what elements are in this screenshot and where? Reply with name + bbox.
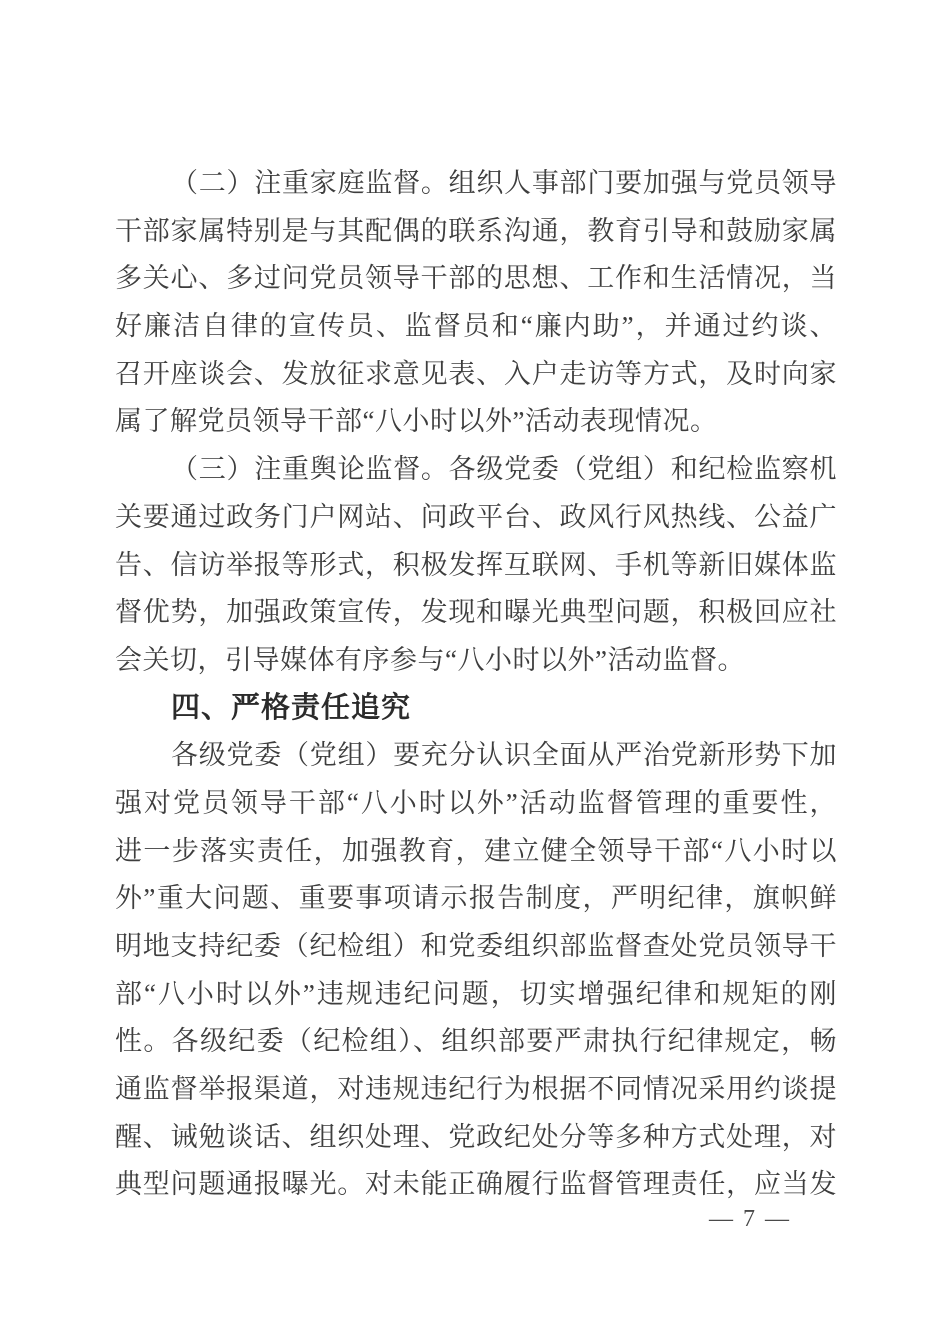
paragraph bbox=[115, 160, 837, 446]
section-heading: 四、严格责任追究 bbox=[171, 691, 412, 724]
text-line: 属了解党员领导干部“八小时以外”活动表现情况。 bbox=[115, 406, 718, 437]
text-line: 关要通过政务门户网站、问政平台、政风行风热线、公益广 bbox=[115, 501, 837, 532]
text-line: （三）注重舆论监督。各级党委（党组）和纪检监察机 bbox=[171, 454, 837, 485]
text-line: 好廉洁自律的宣传员、监督员和“廉内助”，并通过约谈、 bbox=[115, 311, 837, 342]
text-line: 多关心、多过问党员领导干部的思想、工作和生活情况，当 bbox=[115, 263, 837, 294]
paragraph bbox=[115, 446, 837, 684]
text-line: （二）注重家庭监督。组织人事部门要加强与党员领导 bbox=[171, 168, 837, 198]
text-line: 部“八小时以外”违规违纪问题，切实增强纪律和规矩的刚 bbox=[115, 978, 837, 1009]
paragraph bbox=[115, 732, 837, 1209]
text-line: 干部家属特别是与其配偶的联系沟通，教育引导和鼓励家属 bbox=[115, 215, 837, 246]
text-line: 性。各级纪委（纪检组）、组织部要严肃执行纪律规定，畅 bbox=[115, 1026, 837, 1057]
text-line: 进一步落实责任，加强教育，建立健全领导干部“八小时以 bbox=[115, 835, 837, 866]
text-line: 明地支持纪委（纪检组）和党委组织部监督查处党员领导干 bbox=[115, 931, 837, 961]
text-line: 各级党委（党组）要充分认识全面从严治党新形势下加 bbox=[171, 740, 837, 771]
text-line: 醒、诫勉谈话、组织处理、党政纪处分等多种方式处理，对 bbox=[115, 1121, 837, 1152]
text-line: 典型问题通报曝光。对未能正确履行监督管理责任，应当发 bbox=[115, 1169, 837, 1200]
text-line: 会关切，引导媒体有序参与“八小时以外”活动监督。 bbox=[115, 644, 745, 675]
text-line: 强对党员领导干部“八小时以外”活动监督管理的重要性， bbox=[115, 787, 837, 818]
page-number: — 7 — bbox=[709, 1206, 791, 1232]
text-line: 告、信访举报等形式，积极发挥互联网、手机等新旧媒体监 bbox=[115, 549, 837, 580]
text-line: 督优势，加强政策宣传，发现和曝光典型问题，积极回应社 bbox=[115, 597, 837, 628]
text-line: 通监督举报渠道，对违规违纪行为根据不同情况采用约谈提 bbox=[115, 1074, 837, 1105]
document-body bbox=[115, 160, 837, 1209]
text-line: 外”重大问题、重要事项请示报告制度，严明纪律，旗帜鲜 bbox=[115, 883, 837, 914]
text-line: 召开座谈会、发放征求意见表、入户走访等方式，及时向家 bbox=[115, 358, 837, 389]
